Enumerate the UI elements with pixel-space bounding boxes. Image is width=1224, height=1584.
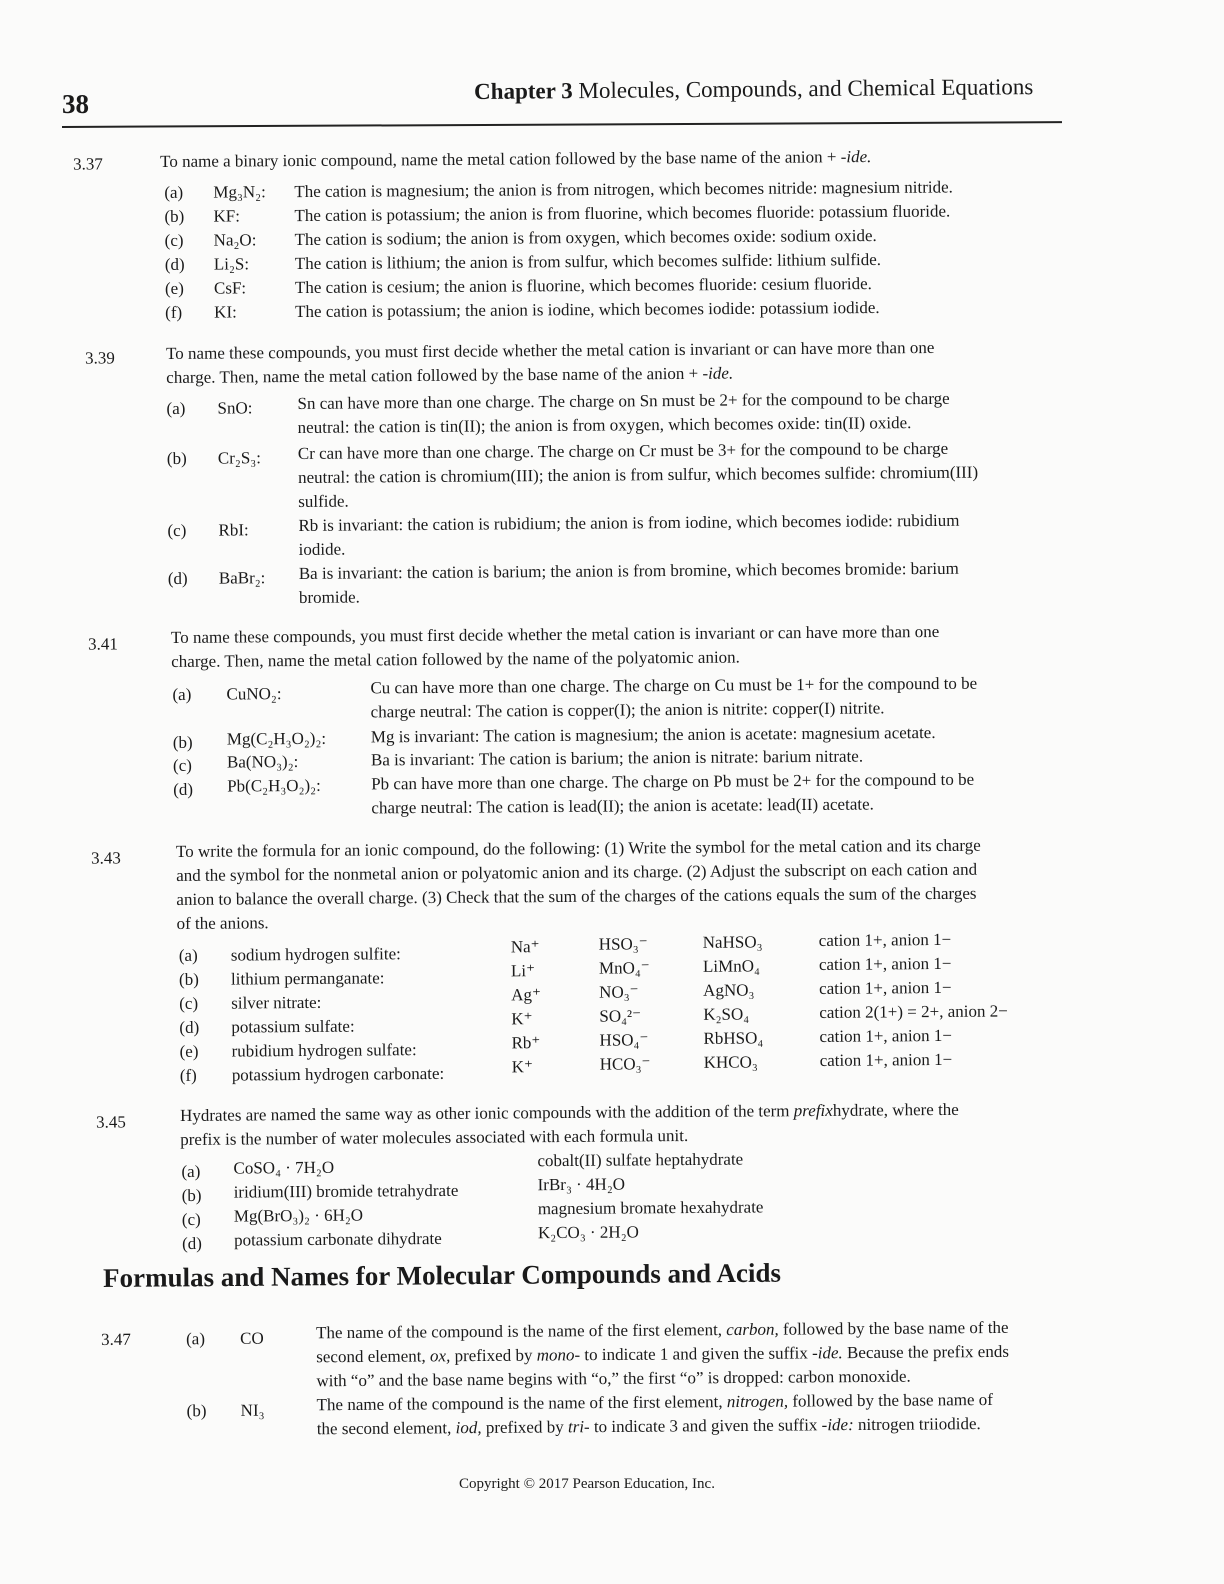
given: Mg(BrO₃)₂ · 6H₂O: [233, 1205, 364, 1226]
item-formula: NI₃: [240, 1400, 265, 1420]
intro-line: To name these compounds, you must first decide whether the metal cation is invariant or can have more than one: [170, 621, 940, 647]
given: potassium carbonate dihydrate: [233, 1228, 442, 1250]
item-text: The cation is cesium; the anion is fluorine, which becomes fluoride: cesium fluoride.: [294, 274, 872, 298]
intro-line: To name these compounds, you must first decide whether the metal cation is invariant or can have more than one: [165, 337, 935, 363]
copyright: Copyright © 2017 Pearson Education, Inc.: [459, 1476, 715, 1492]
chapter-name: Molecules, Compounds, and Chemical Equations: [578, 74, 1034, 104]
item-text: The cation is sodium; the anion is from oxygen, which becomes oxide: sodium oxide.: [294, 225, 877, 250]
problem-number: 3.41: [87, 634, 118, 654]
formula: LiMnO₄: [702, 956, 760, 976]
item-formula: KF:: [213, 206, 240, 226]
compound-name: sodium hydrogen sulfite:: [230, 944, 401, 965]
problem-number: 3.45: [96, 1112, 126, 1132]
cation: Ag⁺: [511, 985, 541, 1005]
item-line: The name of the compound is the name of the first element, nitrogen, followed by the base name of: [316, 1389, 994, 1415]
item-text: The cation is potassium; the anion is from fluorine, which becomes fluoride: potassium fluoride.: [294, 201, 951, 226]
problem-number: 3.47: [100, 1329, 131, 1349]
list-item: (a): [164, 182, 184, 202]
intro-italic: prefix: [793, 1100, 833, 1121]
row-label: (b): [181, 1185, 202, 1205]
intro-line: anion to balance the overall charge. (3) Check that the sum of the charges of the cations equals the sum of the charges: [176, 883, 977, 909]
cation: K⁺: [511, 1009, 533, 1029]
item-line: Pb can have more than one charge. The charge on Pb must be 2+ for the compound to be: [371, 769, 975, 794]
intro-text: To name a binary ionic compound, name the metal cation followed by the base name of the anion +: [160, 147, 837, 171]
item-formula: Na₂O:: [213, 230, 257, 250]
compound-name: potassium hydrogen carbonate:: [231, 1063, 445, 1085]
list-item: (c): [164, 230, 184, 250]
item-label: (a): [185, 1329, 206, 1349]
answer: IrBr₃ · 4H₂O: [537, 1174, 626, 1195]
cation: Na⁺: [510, 937, 540, 957]
anion: NO₃⁻: [599, 982, 639, 1002]
list-item: (b): [164, 206, 185, 226]
chapter-title: [474, 75, 1033, 104]
cation: Rb⁺: [511, 1033, 541, 1053]
item-line: charge neutral: The cation is copper(I); the anion is nitrite: copper(I) nitrite.: [370, 698, 885, 722]
answer: magnesium bromate hexahydrate: [537, 1197, 764, 1219]
item-formula: CsF:: [213, 278, 247, 298]
item-formula: Ba(NO₃)₂:: [226, 751, 299, 772]
item-line: the second element, iod, prefixed by tri- to indicate 3 and given the suffix -ide: nitrogen triiodide.: [316, 1414, 981, 1439]
intro-line: prefix is the number of water molecules associated with each formula unit.: [180, 1126, 689, 1149]
formula: K₂SO₄: [703, 1004, 750, 1024]
list-item: (e): [164, 278, 184, 298]
intro-line: charge. Then, name the metal cation followed by the name of the polyatomic anion.: [171, 647, 740, 671]
anion: HSO₃⁻: [598, 934, 648, 954]
row-label: (c): [179, 993, 199, 1013]
charge-note: cation 1+, anion 1−: [818, 929, 952, 950]
cation: Li⁺: [510, 961, 536, 981]
item-line: second element, ox, prefixed by mono- to indicate 1 and given the suffix -ide. Because the prefix ends: [316, 1341, 1010, 1367]
item-label: (b): [186, 1401, 207, 1421]
chapter-label: Chapter 3: [473, 78, 573, 104]
item-formula: Pb(C₂H₃O₂)₂:: [227, 775, 321, 796]
item-formula: Mg₃N₂:: [213, 182, 266, 202]
formula: NaHSO₃: [702, 932, 763, 952]
list-item: (b): [172, 732, 193, 752]
given: CoSO₄ · 7H₂O: [233, 1157, 335, 1178]
compound-name: rubidium hydrogen sulfate:: [231, 1040, 417, 1061]
item-line: Cr can have more than one charge. The charge on Cr must be 3+ for the compound to be charge: [297, 438, 949, 463]
item-text: The cation is potassium; the anion is iodine, which becomes iodide: potassium iodide.: [295, 297, 880, 322]
row-label: (e): [179, 1041, 199, 1061]
compound-name: potassium sulfate:: [231, 1016, 355, 1037]
answer: K₂CO₃ · 2H₂O: [537, 1222, 639, 1243]
item-line: Cu can have more than one charge. The charge on Cu must be 1+ for the compound to be: [370, 673, 978, 698]
anion: SO₄²⁻: [599, 1006, 642, 1026]
formula: RbHSO₄: [703, 1028, 764, 1048]
row-label: (b): [178, 969, 199, 989]
intro-suffix: -ide.: [840, 147, 872, 167]
item-line: with “o” and the base name begins with “o,” the first “o” is dropped: carbon monoxide.: [316, 1366, 911, 1391]
list-item: (d): [167, 568, 188, 588]
header-rule: [62, 121, 1062, 128]
list-item: (c): [167, 520, 187, 540]
item-formula: RbI:: [218, 520, 249, 540]
row-label: (a): [181, 1161, 201, 1181]
page-number: 38: [62, 89, 89, 119]
row-label: (c): [181, 1209, 201, 1229]
item-line: sulfide.: [298, 491, 349, 511]
item-line: bromide.: [298, 587, 360, 607]
item-text: The cation is magnesium; the anion is from nitrogen, which becomes nitride: magnesium nitride.: [294, 177, 953, 202]
item-line: neutral: the cation is chromium(III); the anion is from sulfur, which becomes sulfide: chromium(III): [297, 462, 979, 487]
list-item: (f): [165, 302, 183, 322]
charge-note: cation 1+, anion 1−: [819, 977, 952, 998]
problem-intro: [160, 145, 871, 174]
item-line: Ba is invariant: The cation is barium; the anion is nitrate: barium nitrate.: [370, 746, 864, 770]
item-line: iodide.: [298, 539, 346, 559]
item-line: neutral: the cation is tin(II); the anion is from oxygen, which becomes oxide: tin(II) oxide.: [297, 413, 912, 437]
intro-line: To write the formula for an ionic compound, do the following: (1) Write the symbol for the metal cation and its charge: [175, 835, 981, 861]
list-item: (d): [173, 779, 194, 799]
item-line: The name of the compound is the name of the first element, carbon, followed by the base name of the: [315, 1317, 1009, 1343]
item-formula: Cr₂S₃:: [217, 448, 261, 468]
cation: K⁺: [511, 1057, 534, 1077]
anion: MnO₄⁻: [598, 958, 650, 978]
charge-note: cation 1+, anion 1−: [819, 1049, 953, 1070]
row-label: (d): [181, 1233, 202, 1253]
row-label: (a): [178, 945, 198, 965]
item-formula: Li₂S:: [213, 254, 250, 274]
formula: AgNO₃: [703, 980, 755, 1000]
charge-note: cation 1+, anion 1−: [818, 953, 952, 974]
row-label: (d): [179, 1017, 200, 1037]
item-line: Rb is invariant: the cation is rubidium; the anion is from iodine, which becomes iodide: rubidium: [298, 510, 960, 535]
intro-text-end: hydrate, where the: [832, 1099, 959, 1120]
list-item: (a): [166, 398, 186, 418]
item-line: charge neutral: The cation is lead(II); the anion is acetate: lead(II) acetate.: [371, 794, 874, 818]
anion: HSO₄⁻: [599, 1030, 649, 1050]
item-line: Mg is invariant: The cation is magnesium; the anion is acetate: magnesium acetate.: [370, 722, 936, 747]
list-item: (d): [164, 254, 185, 274]
item-formula: KI:: [214, 302, 237, 322]
intro-line: [166, 362, 733, 390]
item-formula: CO: [239, 1328, 264, 1348]
given: iridium(III) bromide tetrahydrate: [233, 1180, 459, 1202]
intro-line: of the anions.: [176, 913, 269, 933]
item-line: Ba is invariant: the cation is barium; the anion is from bromine, which becomes bromide: barium: [298, 558, 959, 583]
item-line: Sn can have more than one charge. The charge on Sn must be 2+ for the compound to be charge: [297, 388, 950, 413]
section-heading: Formulas and Names for Molecular Compounds and Acids: [102, 1257, 782, 1293]
intro-text: Hydrates are named the same way as other ionic compounds with the addition of the term: [179, 1101, 790, 1125]
intro-line: [180, 1098, 959, 1128]
intro-text: charge. Then, name the metal cation followed by the base name of the anion +: [166, 363, 699, 387]
intro-suffix: -ide.: [702, 363, 734, 383]
list-item: (b): [166, 448, 187, 468]
list-item: (a): [172, 684, 192, 704]
item-formula: Mg(C₂H₃O₂)₂:: [226, 728, 327, 749]
item-text: The cation is lithium; the anion is from sulfur, which becomes sulfide: lithium sulfide.: [294, 249, 882, 274]
charge-note: cation 1+, anion 1−: [819, 1025, 953, 1046]
problem-number: 3.37: [73, 154, 103, 174]
item-formula: BaBr₂:: [218, 568, 266, 588]
formula: KHCO₃: [703, 1052, 758, 1072]
list-item: (c): [172, 755, 192, 775]
compound-name: silver nitrate:: [231, 992, 322, 1013]
row-label: (f): [179, 1065, 197, 1085]
intro-line: and the symbol for the nonmetal anion or polyatomic anion and its charge. (2) Adjust the subscript on each cation and: [176, 859, 978, 885]
item-formula: SnO:: [217, 398, 253, 418]
answer: cobalt(II) sulfate heptahydrate: [537, 1149, 744, 1171]
compound-name: lithium permanganate:: [230, 968, 385, 989]
item-formula: CuNO₂:: [226, 684, 282, 704]
charge-note: cation 2(1+) = 2+, anion 2−: [819, 1001, 1008, 1022]
problem-number: 3.43: [90, 848, 121, 868]
anion: HCO₃⁻: [599, 1054, 651, 1074]
problem-number: 3.39: [85, 348, 115, 368]
